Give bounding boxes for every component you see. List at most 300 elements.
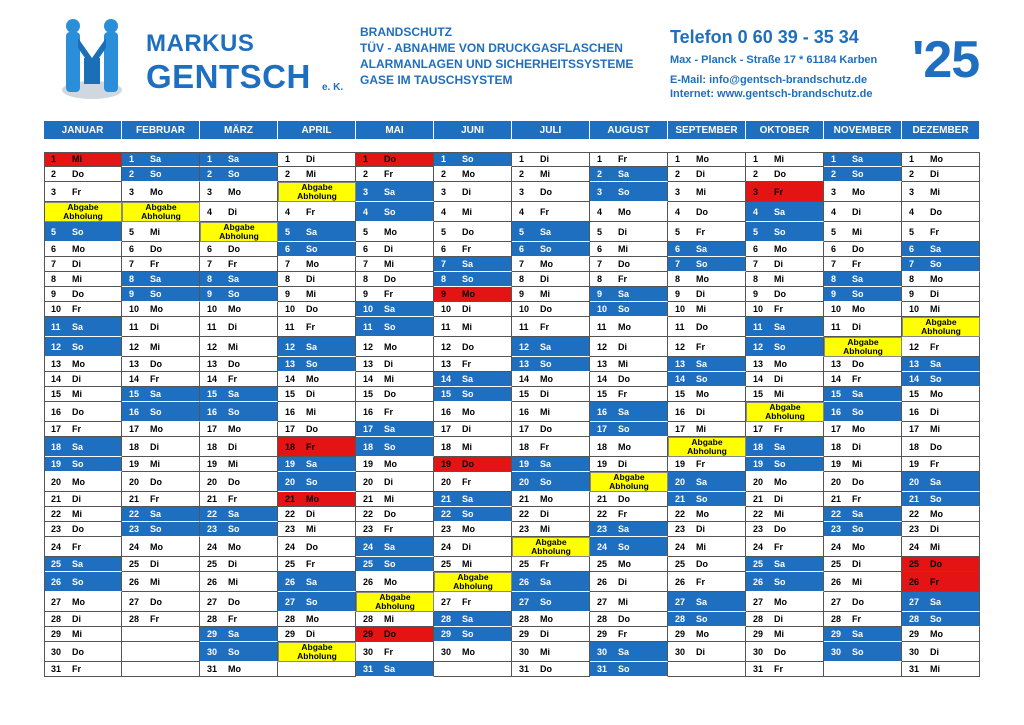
weekday-label: Di [696,524,705,534]
day-number: 7 [675,259,681,269]
weekday-label: Fr [618,389,627,399]
day-cell [434,222,512,242]
day-cell [512,627,590,642]
weekday-label: Fr [228,374,237,384]
weekday-label: Mo [228,304,241,314]
weekday-label: Sa [540,459,552,469]
day-number: 7 [519,259,525,269]
day-cell [512,257,590,272]
day-number: 11 [441,321,451,332]
day-cell [746,167,824,182]
pickup-note: Abgabe Abholung [746,402,824,422]
day-cell [902,242,980,257]
weekday-label: Mo [384,459,397,469]
weekday-label: So [930,614,942,624]
weekday-label: Di [462,541,471,552]
day-cell [902,202,980,222]
day-cell [512,182,590,202]
weekday-label: Sa [72,441,84,452]
day-number: 15 [519,389,530,399]
day-number: 10 [51,304,62,314]
weekday-label: Mo [774,596,787,607]
day-number: 15 [285,389,296,399]
day-cell [122,222,200,242]
weekday-label: Mo [228,186,241,197]
day-number: 25 [753,559,764,569]
day-number: 6 [597,244,603,254]
weekday-label: Do [150,359,162,369]
day-number: 7 [207,259,213,269]
day-cell [278,152,356,167]
weekday-label: Do [930,559,942,569]
weekday-label: Do [306,304,318,314]
weekday-label: Mi [72,274,82,284]
weekday-label: Sa [852,274,864,284]
day-number: 11 [675,321,685,332]
day-number: 22 [909,509,920,519]
weekday-label: Di [150,441,159,452]
day-number: 22 [363,509,374,519]
day-number: 20 [753,476,764,487]
day-number: 28 [753,614,764,624]
day-cell [902,182,980,202]
day-cell [44,437,122,457]
weekday-label: Sa [228,154,240,164]
day-cell [356,242,434,257]
day-cell [278,242,356,257]
day-cell [824,302,902,317]
day-number: 31 [207,664,218,674]
day-cell [44,402,122,422]
day-number: 24 [831,541,842,552]
weekday-label: Fr [930,576,939,587]
day-number: 19 [51,459,62,469]
day-cell [122,272,200,287]
day-cell [200,662,278,677]
day-cell [200,317,278,337]
day-number: 29 [675,629,686,639]
day-cell [278,302,356,317]
weekday-label: Fr [852,494,861,504]
day-number: 19 [207,459,218,469]
day-cell [434,372,512,387]
weekday-label: So [774,226,786,237]
day-cell [668,287,746,302]
day-number: 17 [597,424,608,434]
weekday-label: Fr [540,441,549,452]
weekday-label: Mi [540,646,550,657]
weekday-label: Di [618,459,627,469]
weekday-label: Di [72,614,81,624]
weekday-label: Sa [930,596,942,607]
day-number: 21 [285,494,296,504]
day-cell [902,287,980,302]
day-cell [356,662,434,677]
day-cell [902,557,980,572]
weekday-label: So [462,154,474,164]
day-cell [356,152,434,167]
weekday-label: So [852,406,864,417]
day-number: 6 [285,244,291,254]
day-number: 8 [831,274,837,284]
day-number: 8 [441,274,447,284]
day-number: 24 [675,541,686,552]
day-cell [824,167,902,182]
day-number: 1 [519,154,525,164]
day-number: 10 [285,304,296,314]
weekday-label: Fr [774,424,783,434]
day-number: 29 [441,629,452,639]
day-cell [44,457,122,472]
weekday-label: Do [72,169,84,179]
day-cell [746,242,824,257]
weekday-label: Di [150,559,159,569]
weekday-label: Mi [150,341,160,352]
weekday-label: Mo [696,509,709,519]
day-number: 4 [441,206,447,217]
day-number: 19 [675,459,686,469]
company-suffix: e. K. [322,82,344,93]
weekday-label: Mi [228,459,238,469]
day-number: 18 [909,441,920,452]
weekday-label: So [228,524,240,534]
weekday-label: Do [540,664,552,674]
weekday-label: So [618,424,630,434]
table-border [44,152,980,153]
day-number: 4 [207,206,213,217]
weekday-label: Mo [930,389,943,399]
month-header: DEZEMBER [902,121,980,139]
day-cell [200,402,278,422]
weekday-label: So [228,169,240,179]
day-cell [44,522,122,537]
day-cell [824,612,902,627]
month-header: FEBRUAR [122,121,200,139]
weekday-label: Fr [384,169,393,179]
weekday-label: Fr [228,614,237,624]
day-number: 2 [519,169,525,179]
day-number: 18 [285,441,296,452]
day-cell [590,592,668,612]
weekday-label: So [696,259,708,269]
day-cell [512,152,590,167]
day-number: 30 [753,646,764,657]
weekday-label: Mi [930,304,940,314]
pickup-note: Abgabe Abholung [902,317,980,337]
day-number: 25 [51,559,62,569]
day-cell [746,612,824,627]
weekday-label: Mi [540,524,550,534]
weekday-label: Fr [618,274,627,284]
day-cell [278,472,356,492]
weekday-label: Do [462,226,474,237]
month-header: JUNI [434,121,512,139]
weekday-label: Mi [774,274,784,284]
weekday-label: Sa [228,629,240,639]
day-number: 24 [441,541,452,552]
day-cell [824,507,902,522]
day-number: 19 [363,459,374,469]
month-header: JULI [512,121,590,139]
day-cell [278,437,356,457]
day-number: 4 [675,206,681,217]
weekday-label: So [852,646,864,657]
day-number: 18 [207,441,218,452]
weekday-label: Sa [696,244,708,254]
weekday-label: Fr [774,186,783,197]
day-cell [668,272,746,287]
day-cell [590,257,668,272]
day-number: 14 [675,374,686,384]
weekday-label: So [696,494,708,504]
day-number: 30 [909,646,920,657]
day-number: 27 [675,596,686,607]
day-number: 19 [129,459,140,469]
weekday-label: Mo [696,274,709,284]
weekday-label: Di [72,374,81,384]
day-cell [746,272,824,287]
day-cell [902,257,980,272]
day-cell [590,402,668,422]
day-number: 4 [753,206,759,217]
day-cell [512,592,590,612]
weekday-label: So [618,304,630,314]
day-cell [902,537,980,557]
weekday-label: Mi [774,154,784,164]
day-cell [902,592,980,612]
day-number: 25 [363,559,374,569]
day-number: 17 [831,424,842,434]
day-number: 11 [207,321,217,332]
day-number: 13 [675,359,686,369]
day-number: 23 [831,524,842,534]
day-cell [278,612,356,627]
day-number: 15 [909,389,920,399]
day-number: 31 [597,664,608,674]
day-cell [824,202,902,222]
day-number: 21 [519,494,530,504]
day-cell [122,337,200,357]
day-cell [902,422,980,437]
day-cell [122,437,200,457]
weekday-label: So [384,559,396,569]
weekday-label: Sa [540,341,552,352]
day-cell [200,302,278,317]
day-number: 1 [675,154,681,164]
empty-cell [122,662,200,677]
day-cell [44,222,122,242]
weekday-label: Mi [384,259,394,269]
day-cell [512,337,590,357]
day-cell [44,627,122,642]
weekday-label: Fr [72,424,81,434]
day-cell [44,612,122,627]
weekday-label: Mi [228,576,238,587]
day-cell [200,437,278,457]
pickup-note: Abgabe Abholung [434,572,512,592]
day-cell [902,492,980,507]
day-number: 17 [441,424,452,434]
day-cell [668,492,746,507]
day-number: 11 [285,321,295,332]
weekday-label: Sa [306,459,318,469]
day-cell [44,387,122,402]
weekday-label: Mo [774,476,787,487]
weekday-label: So [306,359,318,369]
day-number: 29 [909,629,920,639]
day-cell [824,357,902,372]
day-cell [278,167,356,182]
table-border [44,152,45,677]
day-number: 12 [909,341,920,352]
day-cell [44,372,122,387]
day-cell [824,372,902,387]
day-number: 26 [753,576,764,587]
weekday-label: Sa [150,154,162,164]
day-number: 7 [831,259,837,269]
weekday-label: Do [384,154,396,164]
day-number: 16 [909,406,920,417]
day-cell [746,302,824,317]
day-number: 27 [51,596,62,607]
day-number: 15 [51,389,62,399]
day-cell [122,317,200,337]
weekday-label: Fr [774,541,783,552]
weekday-label: Di [774,374,783,384]
weekday-label: Sa [462,259,474,269]
day-cell [434,537,512,557]
weekday-label: Sa [384,424,396,434]
weekday-label: Sa [696,476,708,487]
weekday-label: Do [540,304,552,314]
day-cell [122,422,200,437]
day-number: 12 [519,341,530,352]
weekday-label: Mi [72,629,82,639]
day-number: 26 [519,576,530,587]
day-cell [512,492,590,507]
weekday-label: Fr [384,524,393,534]
day-cell [590,242,668,257]
day-cell [434,592,512,612]
weekday-label: Sa [852,389,864,399]
day-cell [590,302,668,317]
day-number: 16 [831,406,842,417]
day-number: 5 [51,226,57,237]
day-cell [902,402,980,422]
day-number: 19 [285,459,296,469]
day-number: 26 [675,576,686,587]
day-number: 24 [207,541,218,552]
day-cell [902,627,980,642]
day-cell [512,222,590,242]
weekday-label: Mi [150,576,160,587]
weekday-label: Fr [228,259,237,269]
day-number: 27 [519,596,530,607]
day-number: 26 [129,576,140,587]
calendar-year: '25 [912,31,980,89]
weekday-label: So [540,596,552,607]
day-cell [902,457,980,472]
weekday-label: Mo [540,374,553,384]
weekday-label: Mo [72,476,85,487]
day-number: 6 [831,244,837,254]
day-number: 12 [441,341,452,352]
day-number: 19 [597,459,608,469]
day-number: 20 [519,476,530,487]
weekday-label: Mo [852,424,865,434]
day-number: 7 [909,259,915,269]
weekday-label: Do [150,244,162,254]
weekday-label: Mi [306,406,316,417]
weekday-label: Do [72,406,84,417]
weekday-label: Mi [384,614,394,624]
day-cell [902,472,980,492]
day-cell [278,387,356,402]
day-number: 12 [207,341,218,352]
day-number: 20 [129,476,140,487]
day-number: 24 [909,541,920,552]
day-cell [44,287,122,302]
day-cell [902,387,980,402]
weekday-label: Mi [618,359,628,369]
weekday-label: Sa [384,186,396,197]
day-cell [668,537,746,557]
day-number: 13 [519,359,530,369]
day-number: 31 [51,664,62,674]
day-number: 8 [129,274,135,284]
day-number: 4 [285,206,291,217]
day-cell [200,167,278,182]
weekday-label: Do [228,359,240,369]
weekday-label: Fr [618,629,627,639]
weekday-label: Di [228,321,237,332]
day-number: 5 [519,226,525,237]
day-cell [278,457,356,472]
day-cell [590,507,668,522]
day-cell [44,272,122,287]
weekday-label: So [72,576,84,587]
day-cell [434,167,512,182]
day-number: 21 [753,494,764,504]
day-number: 11 [597,321,607,332]
weekday-label: So [852,524,864,534]
weekday-label: Do [852,244,864,254]
weekday-label: Do [384,509,396,519]
day-cell [122,472,200,492]
day-cell [356,257,434,272]
weekday-label: Mi [462,206,472,217]
day-number: 5 [909,226,915,237]
day-cell [746,422,824,437]
day-number: 14 [831,374,842,384]
weekday-label: So [540,476,552,487]
weekday-label: Sa [306,576,318,587]
weekday-label: Fr [150,614,159,624]
day-cell [278,507,356,522]
month-header: OKTOBER [746,121,824,139]
day-cell [746,572,824,592]
day-number: 14 [51,374,62,384]
day-cell [122,287,200,302]
day-cell [746,202,824,222]
day-cell [356,457,434,472]
weekday-label: Sa [384,664,396,674]
weekday-label: Mi [852,459,862,469]
day-cell [902,572,980,592]
weekday-label: Sa [696,359,708,369]
weekday-label: Sa [462,494,474,504]
day-number: 17 [51,424,62,434]
